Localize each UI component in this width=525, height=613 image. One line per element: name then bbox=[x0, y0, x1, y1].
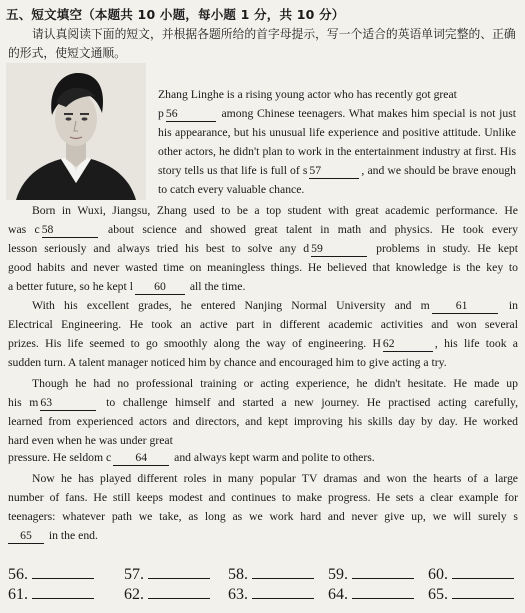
instruction-text: 请认真阅读下面的短文，并根据各题所给的首字母提示，写一个适合的英语单词完整的、正确的形式，使短文通顺。 bbox=[8, 27, 516, 60]
passage-text: Zhang Linghe is a rising young actor who has recently got great bbox=[158, 88, 457, 101]
answer-blank[interactable] bbox=[352, 586, 414, 599]
passage-line bbox=[8, 278, 518, 295]
answer-item-59 bbox=[328, 566, 414, 584]
passage-line bbox=[8, 470, 518, 487]
passage-text: pressure. He seldom c bbox=[8, 451, 112, 464]
answer-blank[interactable] bbox=[452, 566, 514, 579]
blank-63[interactable]: 63 bbox=[40, 396, 96, 411]
passage-line bbox=[158, 143, 516, 160]
answer-blank[interactable] bbox=[452, 586, 514, 599]
passage-text: was c bbox=[8, 223, 40, 236]
blank-65[interactable]: 65 bbox=[8, 529, 44, 544]
answer-number: 65. bbox=[428, 586, 448, 603]
passage-text: all the time. bbox=[186, 280, 246, 293]
blank-57[interactable]: 57 bbox=[309, 164, 359, 179]
passage-text: about science and showed great talent in math and physics. He took every bbox=[99, 223, 518, 236]
answer-item-64 bbox=[328, 586, 414, 604]
passage-line bbox=[158, 105, 516, 122]
passage-text: to catch every valuable chance. bbox=[158, 183, 305, 196]
passage-line bbox=[158, 162, 516, 179]
passage-line bbox=[8, 413, 518, 430]
passage-text: sudden turn. A talent manager noticed him by chance and encouraged him to give acting a try. bbox=[8, 356, 447, 369]
answer-number: 62. bbox=[124, 586, 144, 603]
answer-number: 56. bbox=[8, 566, 28, 583]
answer-item-58 bbox=[228, 566, 314, 584]
answer-blank[interactable] bbox=[148, 566, 210, 579]
passage-line bbox=[8, 508, 518, 525]
passage-line bbox=[8, 221, 518, 238]
passage-text: other actors, he didn't plan to work in the entertainment industry at first. His bbox=[158, 145, 516, 158]
passage-line bbox=[8, 527, 518, 544]
passage-text: among Chinese teenagers. What makes him special is not just bbox=[217, 107, 516, 120]
answer-row-1 bbox=[8, 566, 518, 584]
passage-text: number of fans. He still keeps modest and continues to make progress. He sets a clear example for bbox=[8, 491, 518, 504]
passage-line bbox=[8, 335, 518, 352]
passage-text: lesson seriously and always tried his best to solve any d bbox=[8, 242, 310, 255]
passage-text: hard even when he was under great bbox=[8, 434, 173, 447]
blank-56[interactable]: 56 bbox=[166, 107, 216, 122]
answer-item-62 bbox=[124, 586, 210, 604]
passage-line bbox=[8, 240, 518, 257]
blank-64[interactable]: 64 bbox=[113, 451, 169, 466]
passage-text: Though he had no professional training or acting experience, he didn't hesitate. He made up bbox=[32, 377, 518, 390]
passage-text: in the end. bbox=[46, 529, 98, 542]
passage-line bbox=[8, 354, 518, 371]
answer-number: 64. bbox=[328, 586, 348, 603]
passage-line bbox=[8, 316, 518, 333]
answer-row-2 bbox=[8, 586, 518, 604]
answer-blank[interactable] bbox=[252, 586, 314, 599]
answer-number: 58. bbox=[228, 566, 248, 583]
passage-line bbox=[8, 449, 518, 466]
passage-text: and always kept warm and polite to others. bbox=[171, 451, 375, 464]
answer-number: 59. bbox=[328, 566, 348, 583]
passage-text: good habits and never wasted time on meaningless things. He believed that knowledge is the key to bbox=[8, 261, 518, 274]
answer-number: 60. bbox=[428, 566, 448, 583]
answer-item-60 bbox=[428, 566, 514, 584]
blank-59[interactable]: 59 bbox=[311, 242, 367, 257]
answer-number: 57. bbox=[124, 566, 144, 583]
answer-blank[interactable] bbox=[32, 566, 94, 579]
passage-text: to challenge himself and started a new journey. He practised acting carefully, bbox=[98, 396, 518, 409]
answer-item-63 bbox=[228, 586, 314, 604]
blank-62[interactable]: 62 bbox=[383, 337, 433, 352]
answer-number: 63. bbox=[228, 586, 248, 603]
passage-text: , his life took a bbox=[434, 337, 518, 350]
passage-line bbox=[158, 181, 516, 198]
passage-text: a better future, so he kept l bbox=[8, 280, 133, 293]
passage-line bbox=[8, 297, 518, 314]
passage-line bbox=[8, 432, 518, 449]
passage-text: p bbox=[158, 107, 164, 120]
passage-line bbox=[158, 86, 498, 103]
answer-blank[interactable] bbox=[32, 586, 94, 599]
passage-line bbox=[8, 375, 518, 392]
passage-line bbox=[8, 259, 518, 276]
passage-line bbox=[8, 394, 518, 411]
answer-item-61 bbox=[8, 586, 94, 604]
passage-text: prizes. His life seemed to go smoothly along the way of engineering. H bbox=[8, 337, 381, 350]
passage-text: With his excellent grades, he entered Nanjing Normal University and m bbox=[32, 299, 430, 312]
passage-text: his m bbox=[8, 396, 39, 409]
passage-text: , and we should be brave enough bbox=[361, 164, 516, 177]
passage-text: learned from experienced actors and directors, and kept improving his skills day by day. He worked bbox=[8, 415, 518, 428]
blank-60[interactable]: 60 bbox=[135, 280, 185, 295]
passage-text: problems in study. He kept bbox=[369, 242, 518, 255]
passage-text: Born in Wuxi, Jiangsu, Zhang used to be a top student with great academic performance. He bbox=[32, 204, 518, 217]
passage-line bbox=[8, 202, 518, 219]
passage-text: Electrical Engineering. He took an active part in different academic activities and won several bbox=[8, 318, 518, 331]
passage-text: teenagers: whatever path we take, as long as we work hard and never give up, we will surely s bbox=[8, 510, 518, 523]
section-title: 五、短文填空（本题共 10 小题，每小题 1 分，共 10 分） bbox=[6, 7, 345, 22]
passage-text: in bbox=[499, 299, 518, 312]
passage-text: story tells us that life is full of s bbox=[158, 164, 308, 177]
answer-item-56 bbox=[8, 566, 94, 584]
answer-blank[interactable] bbox=[252, 566, 314, 579]
answer-blank[interactable] bbox=[352, 566, 414, 579]
passage-line bbox=[158, 124, 516, 141]
passage-line bbox=[8, 489, 518, 506]
passage-text: Now he has played different roles in many popular TV dramas and won the hearts of a large bbox=[32, 472, 518, 485]
answer-blank[interactable] bbox=[148, 586, 210, 599]
answer-item-65 bbox=[428, 586, 514, 604]
answer-item-57 bbox=[124, 566, 210, 584]
answer-number: 61. bbox=[8, 586, 28, 603]
blank-58[interactable]: 58 bbox=[42, 223, 98, 238]
passage-text: his appearance, but his unusual life experience and positive attitude. Unlike bbox=[158, 126, 516, 139]
actor-portrait-image bbox=[6, 63, 146, 200]
blank-61[interactable]: 61 bbox=[432, 299, 498, 314]
